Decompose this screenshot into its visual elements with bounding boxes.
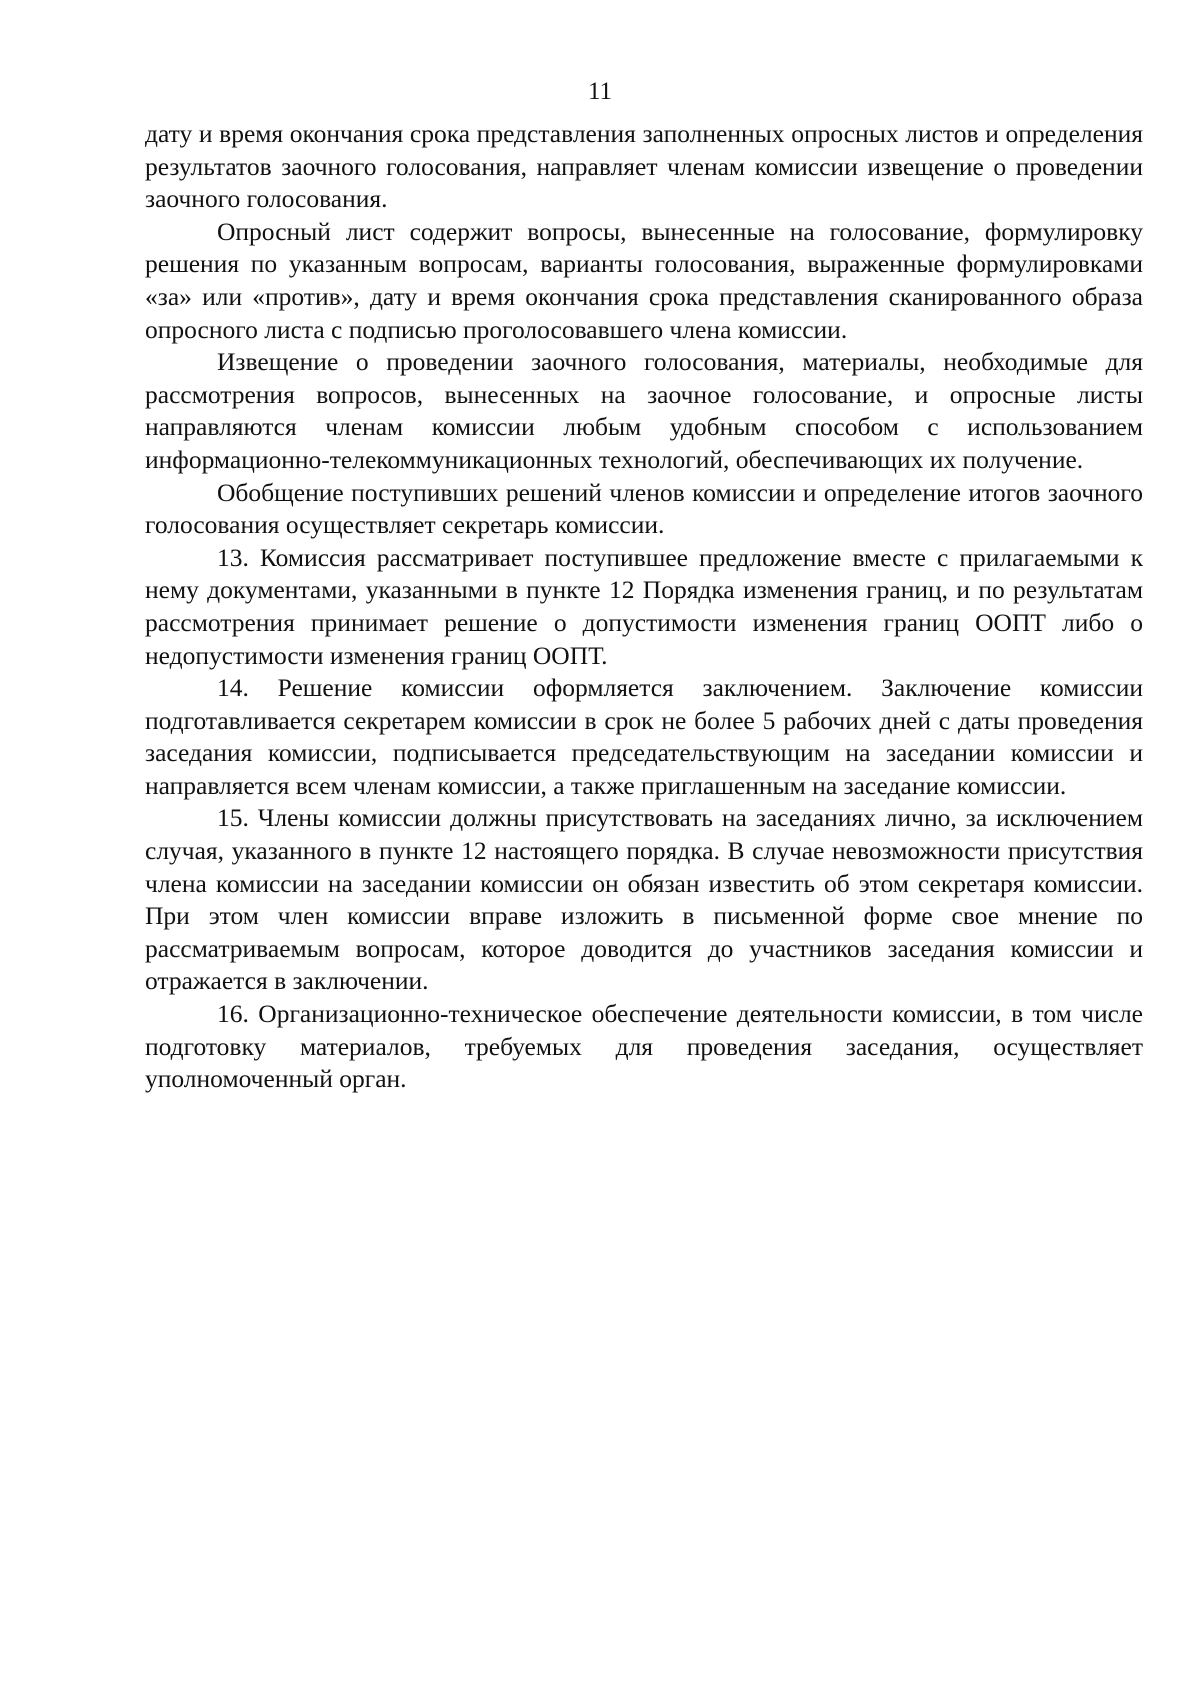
paragraph-questionnaire: Опросный лист содержит вопросы, вынесенные на голосование, формулировку решения по указанным вопросам, варианты голосования, выраженные формулировками «за» или «против», дату и время окончания срока представления сканированного образа опросного листа с подписью проголосовавшего члена комиссии. [145,216,1143,344]
paragraph-item-14: 14. Решение комиссии оформляется заключением. Заключение комиссии подготавливается секретарем комиссии в срок не более 5 рабочих дней с даты проведения заседания комиссии, подписывается председательствующим на заседании комиссии и направляется всем членам комиссии, а также приглашенным на заседание комиссии. [145,673,1143,800]
paragraph-item-16: 16. Организационно-техническое обеспечение деятельности комиссии, в том числе подготовку материалов, требуемых для проведения заседания, осуществляет уполномоченный орган. [145,999,1143,1094]
paragraph-notice: Извещение о проведении заочного голосования, материалы, необходимые для рассмотрения вопросов, вынесенных на заочное голосование, и опросные листы направляются членам комиссии любым удобным способом с использованием информационно-телекоммуникационных технологий, обеспечивающих их получение. [145,347,1143,474]
paragraph-item-13: 13. Комиссия рассматривает поступившее предложение вместе с прилагаемыми к нему документами, указанными в пункте 12 Порядка изменения границ, и по результатам рассмотрения принимает решение о допустимости изменения границ ООПТ либо о недопустимости изменения границ ООПТ. [145,542,1143,670]
document-body [145,118,1143,1096]
paragraph-item-15: 15. Члены комиссии должны присутствовать на заседаниях лично, за исключением случая, указанного в пункте 12 настоящего порядка. В случае невозможности присутствия члена комиссии на заседании комиссии он обязан известить об этом секретаря комиссии. При этом член комиссии вправе изложить в письменной форме свое мнение по рассматриваемым вопросам, которое доводится до участников заседания комиссии и отражается в заключении. [145,803,1143,996]
paragraph-continuation: дату и время окончания срока представления заполненных опросных листов и определения результатов заочного голосования, направляет членам комиссии извещение о проведении заочного голосования. [145,119,1143,214]
paragraph-summary: Обобщение поступивших решений членов комиссии и определение итогов заочного голосования осуществляет секретарь комиссии. [145,477,1143,540]
page-number: 11 [587,78,613,105]
